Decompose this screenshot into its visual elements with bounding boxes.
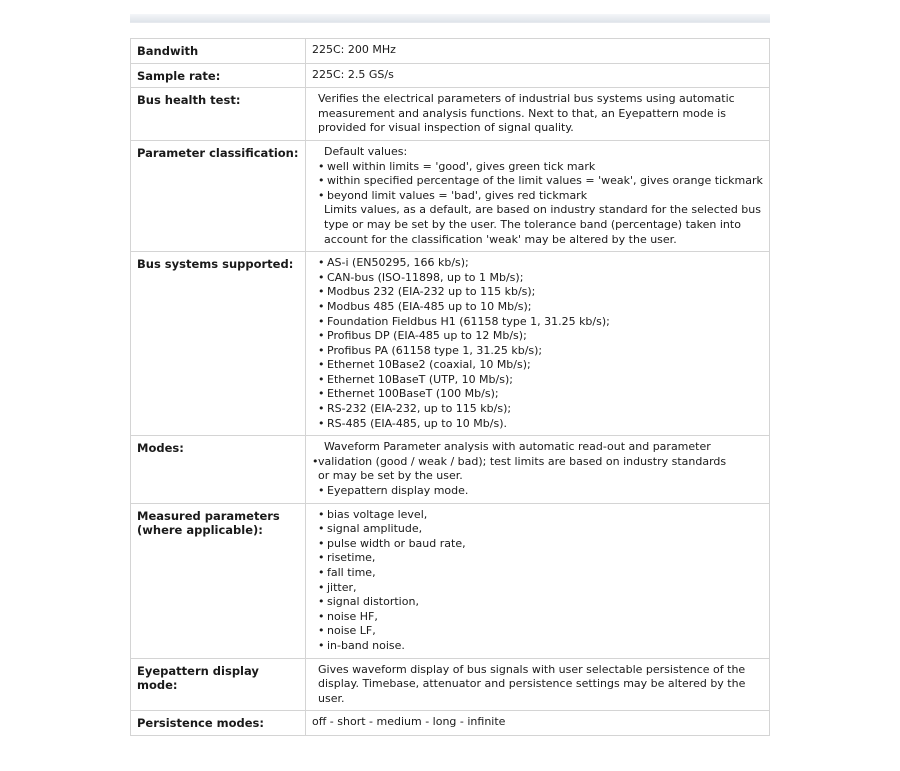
table-row (131, 252, 770, 436)
list-item: • noise LF, (318, 624, 763, 639)
spec-label: Persistence modes: (131, 711, 306, 736)
spec-value (306, 140, 770, 251)
list-item: • within specified percentage of the limit values = 'weak', gives orange tickmark (318, 174, 763, 189)
list-item: • Ethernet 10Base2 (coaxial, 10 Mb/s); (318, 358, 763, 373)
modes-continuation: or may be set by the user. (318, 469, 463, 483)
list-item: • CAN-bus (ISO-11898, up to 1 Mb/s); (318, 271, 763, 286)
spec-value (306, 88, 770, 141)
list-item: • well within limits = 'good', gives green tick mark (318, 160, 763, 175)
spec-label: Parameter classification: (131, 140, 306, 251)
list-item: • risetime, (318, 551, 763, 566)
table-row (131, 436, 770, 503)
list-item: • Profibus DP (EIA-485 up to 12 Mb/s); (318, 329, 763, 344)
spec-value: 225C: 2.5 GS/s (306, 63, 770, 88)
list-item: • validation (good / weak / bad); test limits are based on industry standards (312, 455, 763, 470)
list-item: • Modbus 485 (EIA-485 up to 10 Mb/s); (318, 300, 763, 315)
table-row (131, 711, 770, 736)
spec-label: Modes: (131, 436, 306, 503)
list-item: • Ethernet 10BaseT (UTP, 10 Mb/s); (318, 373, 763, 388)
bus-systems-list (312, 256, 763, 431)
classification-list (312, 160, 763, 204)
table-row (131, 503, 770, 658)
table-row (131, 658, 770, 711)
list-item: • Profibus PA (61158 type 1, 31.25 kb/s); (318, 344, 763, 359)
modes-intro: Waveform Parameter analysis with automatic read-out and parameter (324, 440, 711, 454)
spec-label: Bus systems supported: (131, 252, 306, 436)
spec-label: Sample rate: (131, 63, 306, 88)
list-item: • pulse width or baud rate, (318, 537, 763, 552)
spec-label-line: Eyepattern display (137, 663, 259, 678)
list-item: • RS-485 (EIA-485, up to 10 Mb/s). (318, 417, 763, 432)
eyepattern-text: Gives waveform display of bus signals with user selectable persistence of the display. Timebase, attenuator and persistence settings may be altered by the user. (318, 662, 746, 705)
modes-list (312, 455, 763, 470)
list-item: • in-band noise. (318, 639, 763, 654)
list-item: • bias voltage level, (318, 508, 763, 523)
list-item: • Foundation Fieldbus H1 (61158 type 1, 31.25 kb/s); (318, 315, 763, 330)
specifications-table (130, 38, 770, 736)
spec-value (306, 658, 770, 711)
default-values-intro: Default values: (324, 144, 408, 158)
bus-health-text: Verifies the electrical parameters of industrial bus systems using automatic measurement and analysis functions. Next to that, an Eyepattern mode is provided for visual inspection of signal quality. (318, 92, 735, 135)
spec-value: 225C: 200 MHz (306, 39, 770, 64)
list-item: • Ethernet 100BaseT (100 Mb/s); (318, 387, 763, 402)
table-row (131, 39, 770, 64)
table-row (131, 63, 770, 88)
table-top-band (130, 14, 770, 23)
table-row (131, 140, 770, 251)
spec-value (306, 503, 770, 658)
list-item: • jitter, (318, 581, 763, 596)
spec-value: off - short - medium - long - infinite (306, 711, 770, 736)
list-item: • RS-232 (EIA-232, up to 115 kb/s); (318, 402, 763, 417)
list-item: • fall time, (318, 566, 763, 581)
spec-value (306, 252, 770, 436)
spec-label: Bus health test: (131, 88, 306, 141)
list-item: • Eyepattern display mode. (318, 484, 763, 499)
spec-label-line: (where applicable): (137, 523, 263, 538)
list-item: • Modbus 232 (EIA-232 up to 115 kb/s); (318, 285, 763, 300)
modes-list-2 (312, 484, 763, 499)
table-row (131, 88, 770, 141)
spec-value (306, 436, 770, 503)
list-item: • beyond limit values = 'bad', gives red tickmark (318, 189, 763, 204)
spec-label-line: mode: (137, 678, 178, 693)
spec-label-line: Measured parameters (137, 508, 280, 523)
list-item: • signal amplitude, (318, 522, 763, 537)
spec-label (131, 658, 306, 711)
spec-label (131, 503, 306, 658)
list-item: • noise HF, (318, 610, 763, 625)
list-item: • signal distortion, (318, 595, 763, 610)
measured-parameters-list (312, 508, 763, 654)
spec-label: Bandwith (131, 39, 306, 64)
limits-note: Limits values, as a default, are based on industry standard for the selected bus type or may be set by the user. The tolerance band (percentage) taken into account for the classification 'weak' may be altered by the user. (324, 203, 761, 246)
list-item: • AS-i (EN50295, 166 kb/s); (318, 256, 763, 271)
